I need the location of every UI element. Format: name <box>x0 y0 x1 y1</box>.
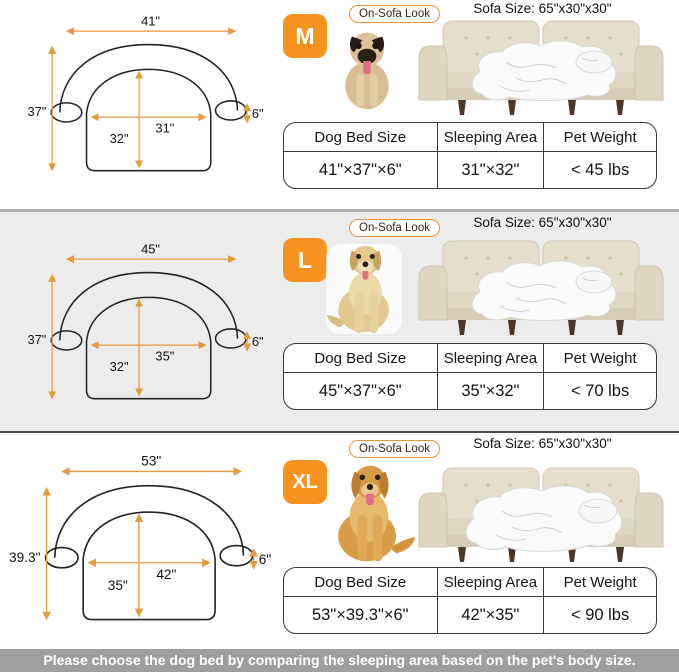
sofa-with-cover-image <box>416 459 666 563</box>
on-sofa-look-label: On-Sofa Look <box>349 219 440 237</box>
cell-pet-weight: < 90 lbs <box>543 597 656 633</box>
cell-pet-weight: < 70 lbs <box>543 373 656 409</box>
dim-sleep-width: 42" <box>156 567 177 583</box>
table-header-pet-weight: Pet Weight <box>543 123 656 151</box>
pug-dog-image <box>333 27 401 112</box>
size-badge-l: L <box>283 238 327 282</box>
cell-sleeping-area: 35"×32" <box>437 373 544 409</box>
dim-bolster-height: 6" <box>251 334 264 350</box>
size-table-m <box>283 122 657 189</box>
dim-overall-width: 45" <box>141 241 161 257</box>
dim-overall-height: 37" <box>27 332 47 348</box>
section-size-xl <box>0 433 679 649</box>
dim-bolster-height: 6" <box>258 551 272 567</box>
labrador-dog-image <box>322 240 406 337</box>
size-table-xl <box>283 567 657 634</box>
section-size-m <box>0 0 679 209</box>
table-header-dog-bed-size: Dog Bed Size <box>314 573 407 591</box>
on-sofa-look-label: On-Sofa Look <box>349 440 440 458</box>
cell-sleeping-area: 31"×32" <box>437 152 544 188</box>
dim-sleep-width: 31" <box>155 120 175 136</box>
cell-sleeping-area: 42"×35" <box>437 597 544 633</box>
dim-bolster-height: 6" <box>251 106 264 122</box>
table-header-pet-weight: Pet Weight <box>543 568 656 596</box>
dim-overall-width: 53" <box>141 453 162 469</box>
table-header-dog-bed-size: Dog Bed Size <box>314 349 407 367</box>
sofa-with-cover-image <box>416 12 666 116</box>
dim-overall-width: 41" <box>141 13 161 29</box>
cell-bed-size: 53"×39.3"×6" <box>312 605 409 624</box>
cell-bed-size: 45"×37"×6" <box>318 381 402 400</box>
dim-overall-height: 37" <box>27 104 47 120</box>
size-badge-m: M <box>283 14 327 58</box>
bed-dimension-diagram-xl <box>4 445 278 643</box>
dim-sleep-height: 32" <box>109 358 129 374</box>
dim-sleep-height: 35" <box>107 578 128 594</box>
bed-dimension-diagram-l <box>12 234 270 421</box>
size-badge-xl: XL <box>283 460 327 504</box>
sofa-with-cover-image <box>416 232 666 336</box>
cell-bed-size: 41"×37"×6" <box>318 160 402 179</box>
table-header-pet-weight: Pet Weight <box>543 344 656 372</box>
advice-banner: Please choose the dog bed by comparing the sleeping area based on the pet's body size. <box>0 649 679 672</box>
dim-sleep-width: 35" <box>155 348 175 364</box>
dim-overall-height: 39.3" <box>9 549 41 565</box>
sofa-size-text: Sofa Size: 65"x30"x30" <box>473 436 612 451</box>
table-header-sleeping-area: Sleeping Area <box>437 123 544 151</box>
on-sofa-look-label: On-Sofa Look <box>349 5 440 23</box>
section-size-l <box>0 212 679 431</box>
sofa-size-text: Sofa Size: 65"x30"x30" <box>473 215 612 230</box>
dim-sleep-height: 32" <box>109 130 129 146</box>
golden-retriever-dog-image <box>320 459 418 565</box>
bed-dimension-diagram-m <box>12 6 270 193</box>
table-header-dog-bed-size: Dog Bed Size <box>314 128 407 146</box>
table-header-sleeping-area: Sleeping Area <box>437 344 544 372</box>
size-table-l <box>283 343 657 410</box>
cell-pet-weight: < 45 lbs <box>543 152 656 188</box>
table-header-sleeping-area: Sleeping Area <box>437 568 544 596</box>
sofa-size-text: Sofa Size: 65"x30"x30" <box>473 1 612 16</box>
